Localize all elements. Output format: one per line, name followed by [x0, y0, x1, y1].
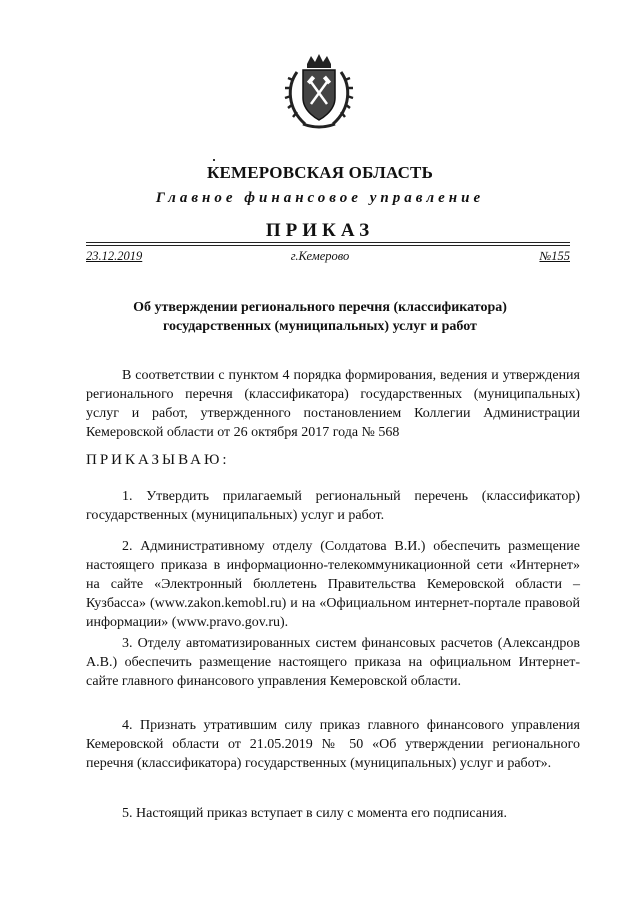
- document-title: Об утверждении регионального перечня (классификатора) государственных (муниципальных) услуг и работ: [133, 300, 507, 334]
- document-number: №155: [539, 249, 570, 263]
- scan-speck: [213, 159, 215, 161]
- region-name: КЕМЕРОВСКАЯ ОБЛАСТЬ: [206, 163, 434, 182]
- document-date: 23.12.2019: [86, 249, 143, 263]
- order-item-4: 4. Признать утратившим силу приказ главного финансового управления Кемеровской области от 21.05.2019 № 50 «Об утверждении регионального перечня (классификатора) государственных (муниципальных) услуг и работ».: [86, 718, 580, 771]
- document-city: г.Кемерово: [290, 249, 350, 263]
- order-item-1: 1. Утвердить прилагаемый региональный перечень (классификатор) государственных (муниципальных) услуг и работ.: [86, 489, 580, 523]
- header-divider-second: [86, 245, 570, 246]
- order-item-3: 3. Отделу автоматизированных систем финансовых расчетов (Александров А.В.) обеспечить размещение настоящего приказа на официальном Интернет-сайте главного финансового управления Кемеровской области.: [86, 636, 580, 689]
- department-name: Главное финансовое управление: [155, 190, 485, 206]
- coat-of-arms-icon: [283, 52, 355, 130]
- order-item-5: 5. Настоящий приказ вступает в силу с момента его подписания.: [122, 806, 507, 821]
- intro-paragraph: В соответствии с пунктом 4 порядка формирования, ведения и утверждения регионального перечня (классификатора) государственных (муниципальных) услуг и работ, утвержденного постановлением Коллегии Администрации Кемеровской области от 26 октября 2017 года № 568: [86, 368, 580, 440]
- header-divider: [86, 242, 570, 243]
- order-heading: ПРИКАЗЫВАЮ:: [86, 452, 230, 468]
- order-item-2: 2. Административному отделу (Солдатова В.И.) обеспечить размещение настоящего приказа в информационно-телекоммуникационной сети «Интернет» на сайте «Электронный бюллетень Правительства Кемеровской области – Кузбасса» (www.zakon.kemobl.ru) и на «Официальном интернет-портале правовой информации» (www.pravo.gov.ru).: [86, 539, 580, 630]
- document-type: ПРИКАЗ: [265, 220, 375, 241]
